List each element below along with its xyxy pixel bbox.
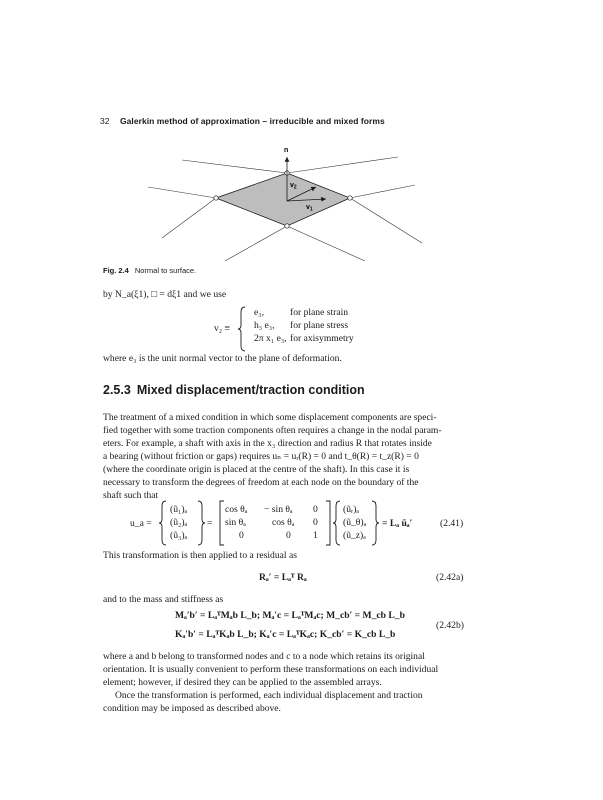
text-line: a bearing (without friction or gaps) requires uₙ = uᵣ(R) = 0 and t_θ(R) = t_z(R) = 0 <box>103 451 419 462</box>
where-line: where e₃ is the unit normal vector to the plane of deformation. <box>103 353 342 364</box>
matrix-r1c3: 0 <box>313 504 318 515</box>
case-expr-1: e₃, <box>254 307 265 318</box>
text-line: orientation. It is usually convenient to perform these transformations on each individual <box>103 664 439 675</box>
intro-line: by N_a(ξ1), □ = dξ1 and we use <box>103 289 227 300</box>
eq242b-line1: Mₐ′b′ = LₐᵀMₐb L_b; Mₐ′c = LₐᵀMₐc; M_cb′ = M_cb L_b <box>175 610 405 621</box>
paragraph-1 <box>103 411 469 502</box>
eq242b-line2: Kₐ′b′ = LₐᵀKₐb L_b; Kₐ′c = LₐᵀKₐc; K_cb′ = K_cb L_b <box>175 629 396 640</box>
edge-line <box>350 185 415 198</box>
running-header <box>100 116 385 126</box>
matrix-r1c1: cos θₐ <box>225 504 248 515</box>
vec-right-1: (ũᵣ)ₐ <box>343 504 360 515</box>
edge-line <box>287 226 365 261</box>
text-line: The treatment of a mixed condition in which some displacement components are speci- <box>103 412 437 423</box>
normal-to-surface-figure <box>140 143 440 261</box>
text-line: shaft such that <box>103 490 159 501</box>
text-line: where a and b belong to transformed nodes and c to a node which retains its original <box>103 651 425 662</box>
paragraph-2 <box>103 650 469 689</box>
edge-line <box>287 157 398 173</box>
vec-right-2: (ũ_θ)ₐ <box>343 517 367 528</box>
caption-label: Fig. 2.4 <box>103 266 129 275</box>
case-cond-2: for plane stress <box>290 320 349 331</box>
cases-brace <box>237 306 246 352</box>
case-expr-3: 2π x₁ e₃, <box>254 333 287 344</box>
eq242b-label: (2.42b) <box>436 620 464 631</box>
text-line: fied together with some traction components often requires a change in the nodal param- <box>103 425 442 436</box>
text-line: necessary to transform the degrees of freedom at each node on the boundary of the <box>103 477 419 488</box>
edge-line <box>182 160 287 173</box>
page-number: 32 <box>100 116 110 126</box>
text-line: condition may be imposed as described above. <box>103 703 281 714</box>
label-v2: $v_2$ <box>290 182 297 191</box>
eq241-lhs: u_a = <box>130 518 152 529</box>
section-title: Mixed displacement/traction condition <box>136 383 365 397</box>
matrix-r2c3: 0 <box>313 517 318 528</box>
vec-left-2: (ũ₂)ₐ <box>170 517 188 528</box>
node-circle <box>348 196 352 200</box>
case-cond-1: for plane strain <box>290 307 349 318</box>
text-line: eters. For example, a shaft with axis in the x₃ direction and radius R that rotates inside <box>103 438 432 449</box>
node-circle <box>285 224 289 228</box>
case-expr-2: h₃ e₃, <box>254 320 275 331</box>
caption-text: Normal to surface. <box>134 266 197 275</box>
label-v1: $v_1$ <box>306 204 313 213</box>
node-circle <box>214 196 218 200</box>
vec-right-3: (ũ_z)ₐ <box>343 530 366 541</box>
figure-caption <box>103 266 196 275</box>
case-cond-3: for axisymmetry <box>290 333 354 344</box>
matrix-r2c1: sin θₐ <box>225 517 246 528</box>
vec-left-1: (ũ₁)ₐ <box>170 504 188 515</box>
matrix-r3c1: 0 <box>239 530 244 541</box>
eq242a-expr: Rₐ′ = Lₐᵀ Rₐ <box>259 572 307 583</box>
edge-line <box>350 198 422 243</box>
transform-line: This transformation is then applied to a residual as <box>103 550 297 561</box>
eq241-rhs: = Lₐ ũₐ′ <box>382 518 413 529</box>
label-n: n <box>284 147 289 154</box>
matrix-r3c3: 1 <box>313 530 318 541</box>
section-number: 2.5.3 <box>103 383 131 397</box>
text-line: (where the coordinate origin is placed at the centre of the shaft). In this case it is <box>103 464 410 475</box>
element-shaded-diamond <box>216 173 350 226</box>
running-title: Galerkin method of approximation – irreducible and mixed forms <box>119 116 385 126</box>
edge-line <box>162 198 216 238</box>
eq241-label: (2.41) <box>440 518 464 529</box>
matrix-r1c2: − sin θₐ <box>264 504 293 515</box>
eq241-equals: = <box>207 518 213 529</box>
eq242a-label: (2.42a) <box>436 572 464 583</box>
cases-lhs: v₂ ≡ <box>214 323 230 334</box>
matrix-r3c2: 0 <box>286 530 291 541</box>
text-line: Once the transformation is performed, each individual displacement and traction <box>115 690 423 701</box>
edge-line <box>148 187 216 198</box>
paragraph-3 <box>103 689 469 715</box>
edge-line <box>225 226 287 261</box>
matrix-r2c2: cos θₐ <box>272 517 295 528</box>
section-heading <box>103 383 365 397</box>
vec-left-3: (ũ₃)ₐ <box>170 530 188 541</box>
text-line: element; however, if desired they can be applied to the assembled arrays. <box>103 677 382 688</box>
mass-line: and to the mass and stiffness as <box>103 594 224 605</box>
